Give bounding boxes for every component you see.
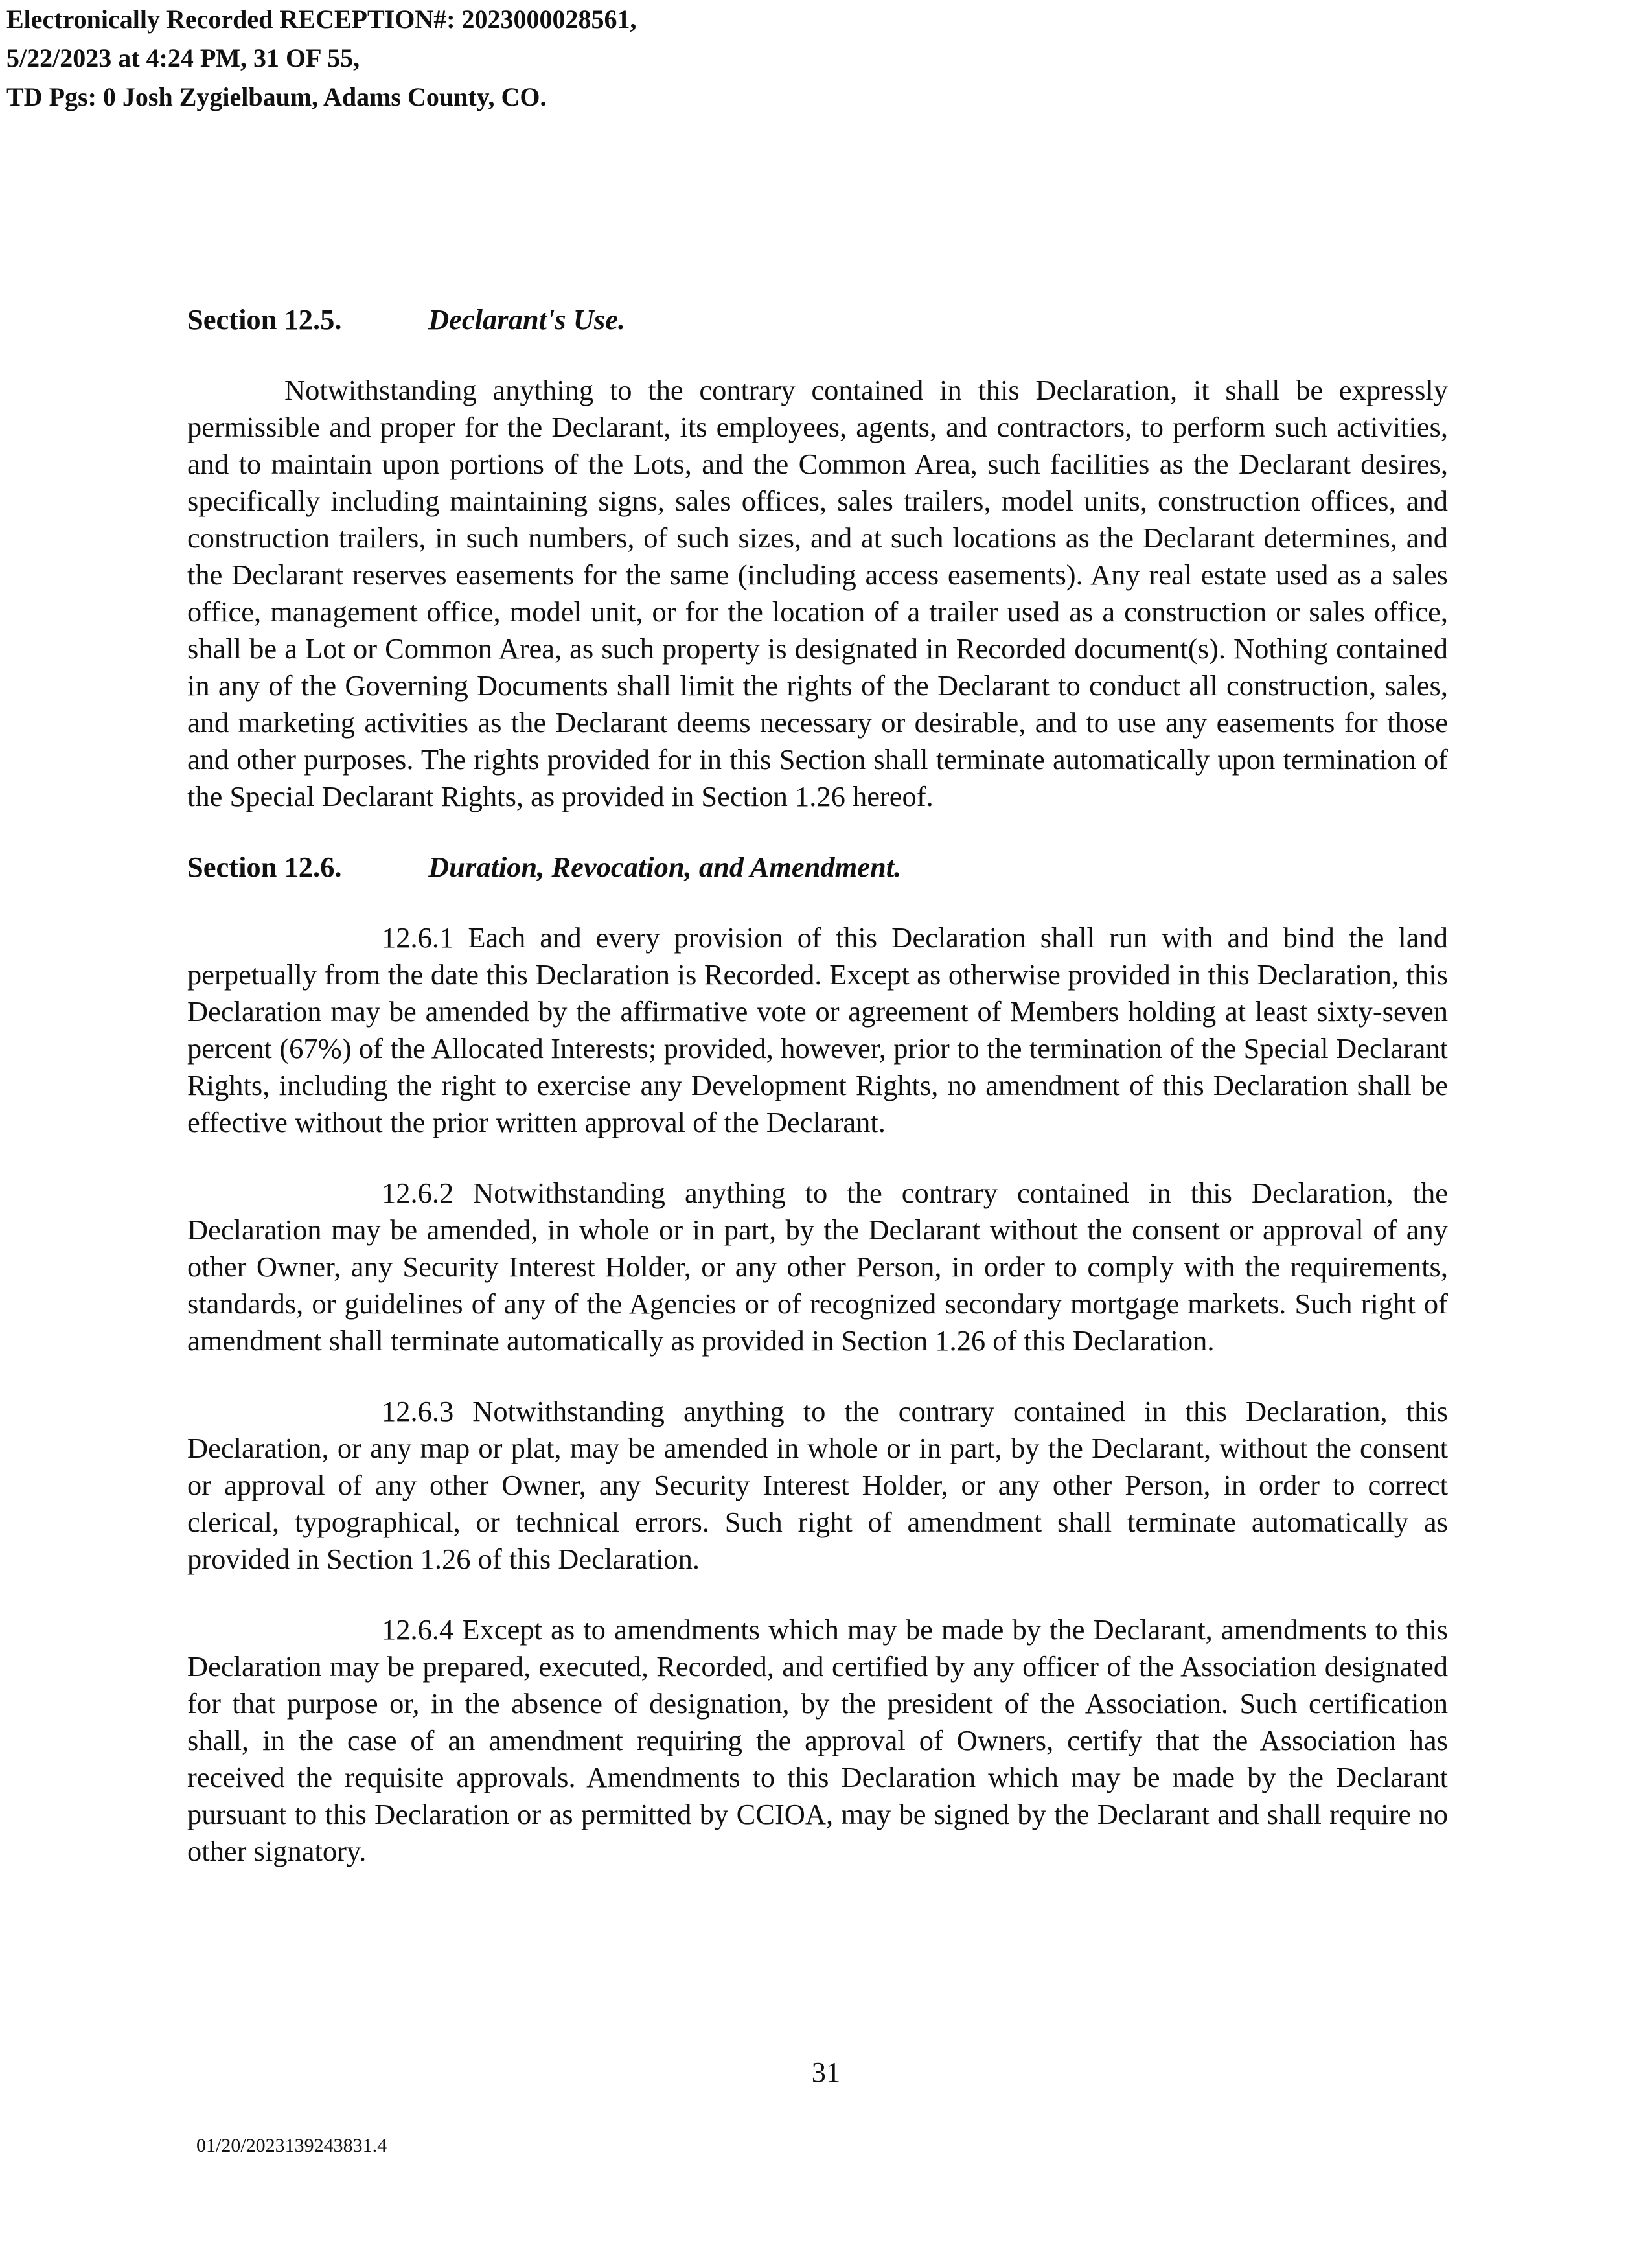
recording-stamp — [6, 0, 637, 117]
document-id: 01/20/2023139243831.4 — [196, 2135, 387, 2156]
section-number: Section 12.5. — [187, 303, 342, 336]
section-title: Duration, Revocation, and Amendment. — [428, 851, 902, 883]
subsection-12-6-3: 12.6.3 Notwithstanding anything to the contrary contained in this Declaration, this Declaration, or any map or plat, may be amended in whole or in part, by the Declarant, without the consent or approval of any other Owner, any Security Interest Holder, or any other Person, in order to correct clerical, typographical, or technical errors. Such right of amendment shall terminate automatically as provided in Section 1.26 of this Declaration. — [187, 1395, 1448, 1575]
recording-stamp-line-3: TD Pgs: 0 Josh Zygielbaum, Adams County, CO. — [6, 82, 547, 111]
document-body — [187, 301, 1448, 1870]
recording-stamp-line-2: 5/22/2023 at 4:24 PM, 31 OF 55, — [6, 43, 360, 73]
recording-stamp-line-1: Electronically Recorded RECEPTION#: 2023000028561, — [6, 5, 637, 34]
subsection-12-6-1: 12.6.1 Each and every provision of this Declaration shall run with and bind the land perpetually from the date this Declaration is Recorded. Except as otherwise provided in this Declaration, this Declaration may be amended by the affirmative vote or agreement of Members holding at least sixty-seven percent (67%) of the Allocated Interests; provided, however, prior to the termination of the Special Declarant Rights, including the right to exercise any Development Rights, no amendment of this Declaration shall be effective without the prior written approval of the Declarant. — [187, 921, 1448, 1138]
page-number: 31 — [811, 2056, 841, 2088]
subsection-12-6-2: 12.6.2 Notwithstanding anything to the contrary contained in this Declaration, the Declaration may be amended, in whole or in part, by the Declarant without the consent or approval of any other Owner, any Security Interest Holder, or any other Person, in order to comply with the requirements, standards, or guidelines of any of the Agencies or of recognized secondary mortgage markets. Such right of amendment shall terminate automatically as provided in Section 1.26 of this Declaration. — [187, 1177, 1448, 1357]
section-12-6-heading — [187, 849, 1448, 886]
subsection-12-6-4: 12.6.4 Except as to amendments which may be made by the Declarant, amendments to this Declaration may be prepared, executed, Recorded, and certified by any officer of the Association designated for that purpose or, in the absence of designation, by the president of the Association. Such certification shall, in the case of an amendment requiring the approval of Owners, certify that the Association has received the requisite approvals. Amendments to this Declaration which may be made by the Declarant pursuant to this Declaration or as permitted by CCIOA, may be signed by the Declarant and shall require no other signatory. — [187, 1613, 1448, 1867]
section-12-5-paragraph: Notwithstanding anything to the contrary contained in this Declaration, it shall be expressly permissible and proper for the Declarant, its employees, agents, and contractors, to perform such activities, and to maintain upon portions of the Lots, and the Common Area, such facilities as the Declarant desires, specifically including maintaining signs, sales offices, sales trailers, model units, construction offices, and construction trailers, in such numbers, of such sizes, and at such locations as the Declarant determines, and the Declarant reserves easements for the same (including access easements). Any real estate used as a sales office, management office, model unit, or for the location of a trailer used as a construction or sales office, shall be a Lot or Common Area, as such property is designated in Recorded document(s). Nothing contained in any of the Governing Documents shall limit the rights of the Declarant to conduct all construction, sales, and marketing activities as the Declarant deems necessary or desirable, and to use any easements for those and other purposes. The rights provided for in this Section shall terminate automatically upon termination of the Special Declarant Rights, as provided in Section 1.26 hereof. — [187, 374, 1448, 812]
section-number: Section 12.6. — [187, 851, 342, 883]
section-title: Declarant's Use. — [428, 303, 626, 336]
section-12-5-heading — [187, 301, 1448, 338]
